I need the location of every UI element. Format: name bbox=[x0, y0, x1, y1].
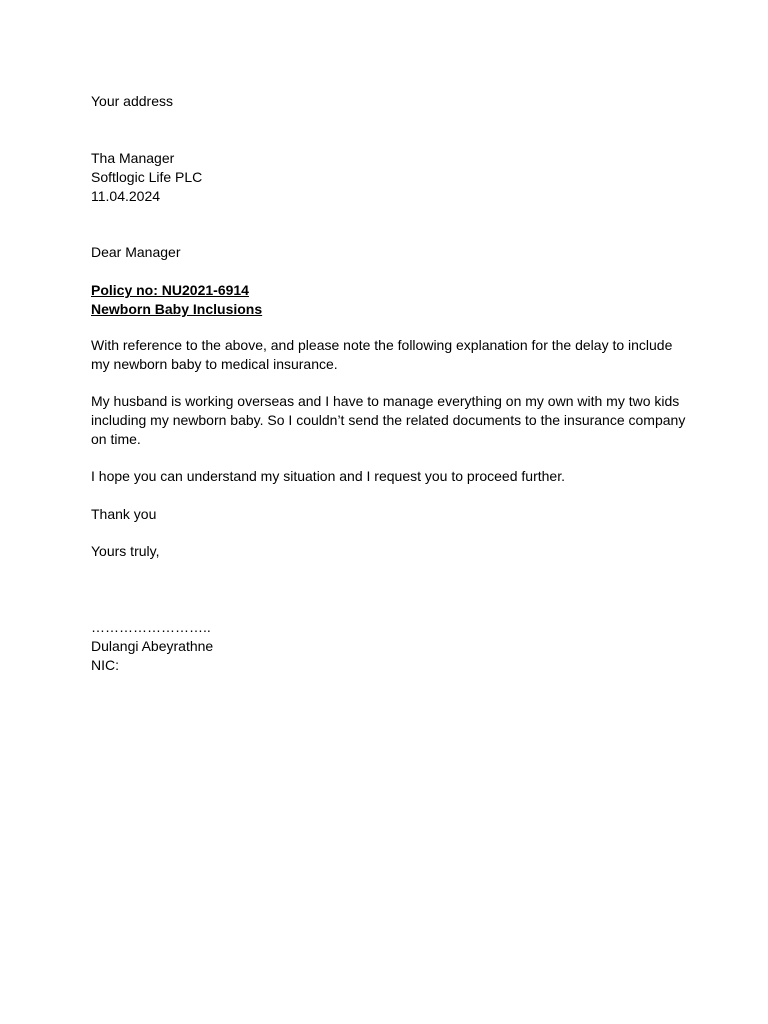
letter-date: 11.04.2024 bbox=[91, 188, 161, 204]
closing: Yours truly, bbox=[91, 543, 160, 559]
sender-address: Your address bbox=[91, 93, 173, 109]
nic-label: NIC: bbox=[91, 657, 119, 673]
body-paragraph-reference: With reference to the above, and please note the following explanation for the delay to include my newborn baby to medical insurance. bbox=[91, 337, 673, 372]
recipient-company: Softlogic Life PLC bbox=[91, 169, 203, 185]
body-paragraph-explanation: My husband is working overseas and I have to manage everything on my own with my two kids including my newborn baby. So I couldn’t send the related documents to the insurance company on time. bbox=[91, 393, 686, 447]
subject-line: Newborn Baby Inclusions bbox=[91, 301, 263, 317]
thank-you: Thank you bbox=[91, 506, 157, 522]
body-paragraph-request: I hope you can understand my situation and I request you to proceed further. bbox=[91, 468, 565, 484]
policy-number: Policy no: NU2021-6914 bbox=[91, 282, 249, 298]
signature-line: …………………….. bbox=[91, 619, 211, 635]
salutation: Dear Manager bbox=[91, 244, 181, 260]
recipient-title: Tha Manager bbox=[91, 150, 175, 166]
signer-name: Dulangi Abeyrathne bbox=[91, 638, 214, 654]
